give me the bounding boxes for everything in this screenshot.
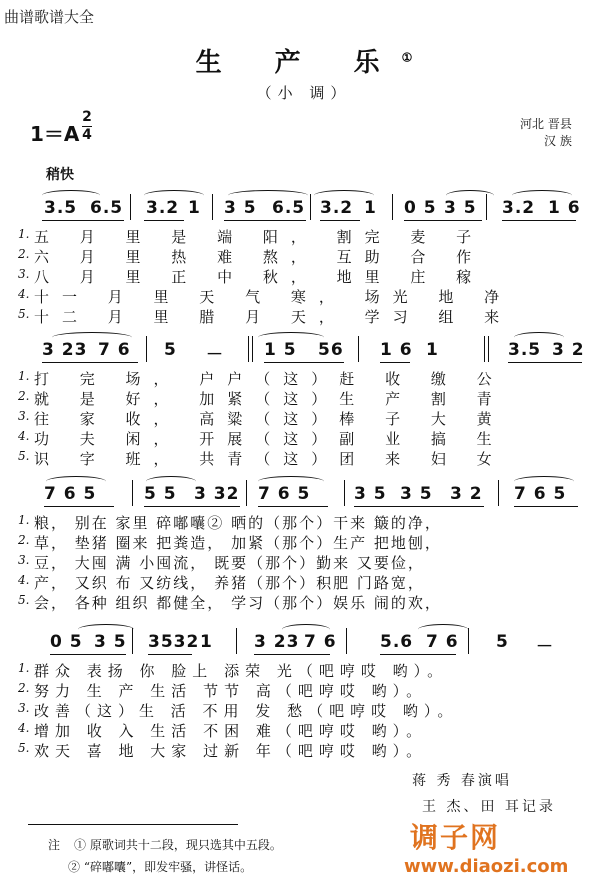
lyric-verse-5: 5. 十二 月 里 腊 月 天， 学习 组 来 <box>18 307 513 326</box>
note-group: 3 2 <box>450 484 483 504</box>
note-group: 3 5 <box>444 198 477 218</box>
note-group: 56 <box>318 340 344 360</box>
lyric-verse-3: 3. 八 月 里 正 中 秋， 地里 庄 稼 <box>18 267 485 286</box>
note-group: 3.5 <box>508 340 542 360</box>
lyric-verse-4: 4. 十一 月 里 天 气 寒， 场光 地 净 <box>18 287 513 306</box>
tempo-marking: 稍快 <box>46 167 74 183</box>
lyric-verse-4: 4. 功 夫 闲， 开展（这）副 业 搞 生 <box>18 429 505 448</box>
note-group: 5 5 <box>144 484 177 504</box>
lyrics-block <box>18 512 588 612</box>
note-group: 3 5 <box>94 632 127 652</box>
lyric-verse-1: 1. 五 月 里 是 端 阳， 割完 麦 子 <box>18 227 485 246</box>
note-group: 1 5 <box>264 340 297 360</box>
note-group: 3532 <box>148 632 200 652</box>
note-group: 0 5 <box>404 198 437 218</box>
note-group: 7 6 <box>426 632 459 652</box>
note-group: 6.5 <box>90 198 124 218</box>
lyrics-block <box>18 368 588 468</box>
footnote-label: 注 <box>48 838 61 852</box>
notation-row <box>28 474 588 508</box>
song-origin <box>520 116 572 150</box>
lyric-verse-1: 1. 粮， 别在 家里 碎嘟囔② 晒的（那个）干来 簸的净， <box>18 513 442 532</box>
lyric-verse-5: 5. 会， 各种 组织 都健全， 学习（那个）娱乐 闹的欢， <box>18 593 442 612</box>
notation-row <box>28 330 588 364</box>
note-group: 3 23 <box>42 340 88 360</box>
footnote-1: 注 ① 原歌词共十二段，现只选其中五段。 <box>48 838 282 852</box>
note-group: 5 <box>164 340 177 360</box>
site-label: 曲谱歌谱大全 <box>4 8 95 26</box>
lyric-verse-2: 2. 草， 垫猪 圈来 把粪造， 加紧（那个）生产 把地刨， <box>18 533 442 552</box>
song-title: 生 产 乐① <box>195 48 413 78</box>
note-group: 7 6 <box>304 632 337 652</box>
lyric-verse-1: 1. 群众 表扬 你 脸上 添荣 光（吧哼哎 哟）。 <box>18 661 449 680</box>
time-signature-bottom: 4 <box>82 127 92 143</box>
performer-credit: 蒋 秀 春演唱 <box>412 773 512 789</box>
note-group: 7 6 5 <box>514 484 567 504</box>
note-group: 1 <box>188 198 201 218</box>
lyric-verse-3: 3. 豆， 大囤 满 小囤流， 既要（那个）勤来 又要俭， <box>18 553 425 572</box>
note-group: 3 23 <box>254 632 300 652</box>
note-group: 3 5 <box>224 198 257 218</box>
footnote-2: ② “碎嘟囔”，即发牢骚，讲怪话。 <box>68 860 253 874</box>
note-group: 1 <box>200 632 213 652</box>
watermark-url: www.diaozi.com <box>404 856 569 877</box>
lyrics-block <box>18 660 588 760</box>
note-group: 3 32 <box>194 484 240 504</box>
lyric-verse-2: 2. 努力 生 产 生活 节节 高（吧哼哎 哟）。 <box>18 681 428 700</box>
note-group: － <box>206 345 224 365</box>
notation-row <box>28 622 588 656</box>
note-group: 5.6 <box>380 632 414 652</box>
note-group: 5 <box>496 632 509 652</box>
note-group: 3.5 <box>44 198 78 218</box>
key-signature: 1＝A <box>30 122 80 146</box>
lyric-verse-2: 2. 六 月 里 热 难 熬， 互助 合 作 <box>18 247 485 266</box>
watermark-name: 调子网 <box>410 821 501 854</box>
lyric-verse-1: 1. 打 完 场， 户户（这）赶 收 缴 公 <box>18 369 505 388</box>
note-group: 1 6 <box>548 198 581 218</box>
lyric-verse-2: 2. 就 是 好， 加紧（这）生 产 割 青 <box>18 389 505 408</box>
note-group: 1 <box>364 198 377 218</box>
origin-ethnicity: 汉 族 <box>544 134 572 148</box>
note-group: 7 6 5 <box>44 484 97 504</box>
lyric-verse-4: 4. 增加 收 入 生活 不困 难（吧哼哎 哟）。 <box>18 721 428 740</box>
notation-row <box>28 188 588 222</box>
time-signature-top: 2 <box>82 109 92 125</box>
lyrics-block <box>18 226 588 326</box>
lyric-verse-4: 4. 产， 又织 布 又纺线， 养猪（那个）积肥 门路宽， <box>18 573 425 592</box>
title-footnote-mark: ① <box>401 50 413 65</box>
note-group: 3.2 <box>146 198 180 218</box>
lyric-verse-5: 5. 欢天 喜 地 大家 过新 年（吧哼哎 哟）。 <box>18 741 428 760</box>
note-group: 3.2 <box>320 198 354 218</box>
song-subtitle: （小 调） <box>256 84 352 102</box>
note-group: 3 5 <box>354 484 387 504</box>
note-group: 3 2 <box>552 340 585 360</box>
note-group: 6.5 <box>272 198 306 218</box>
note-group: 7 6 5 <box>258 484 311 504</box>
origin-place: 河北 晋县 <box>520 117 572 131</box>
note-group: 3.2 <box>502 198 536 218</box>
note-group: － <box>536 637 554 657</box>
note-group: 1 6 <box>380 340 413 360</box>
lyric-verse-3: 3. 往 家 收， 高粱（这）棒 子 大 黄 <box>18 409 505 428</box>
footnote-divider <box>28 824 238 825</box>
note-group: 7 6 <box>98 340 131 360</box>
recorder-credit: 王 杰、田 耳记录 <box>422 799 556 815</box>
note-group: 1 <box>426 340 439 360</box>
note-group: 0 5 <box>50 632 83 652</box>
time-signature <box>82 110 92 143</box>
lyric-verse-5: 5. 识 字 班， 共青（这）团 来 妇 女 <box>18 449 505 468</box>
note-group: 3 5 <box>400 484 433 504</box>
lyric-verse-3: 3. 改善（这）生 活 不用 发 愁（吧哼哎 哟）。 <box>18 701 459 720</box>
